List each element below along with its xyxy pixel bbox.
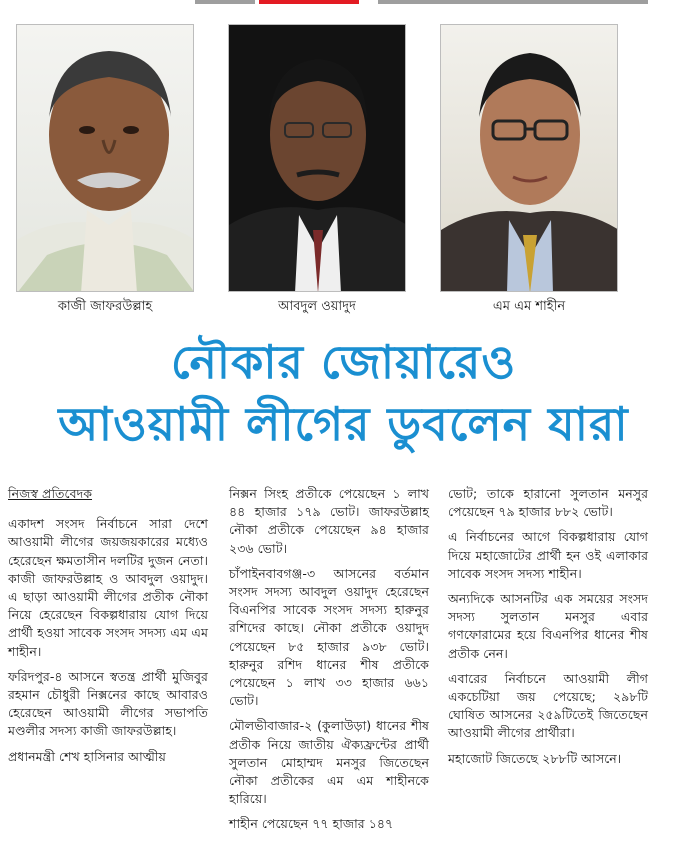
paragraph: ফরিদপুর-৪ আসনে স্বতন্ত্র প্রার্থী মুজিবুর রহমান চৌধুরী নিক্সনের কাছে আবারও হেরেছেন আওয়ামী লীগের সভাপতি মণ্ডলীর সদস্য কাজী জাফরউল্লাহ।: [8, 668, 208, 739]
paragraph: এবারের নির্বাচনে আওয়ামী লীগ একচেটিয়া জয় পেয়েছে; ২৯৮টি ঘোষিত আসনের ২৫৯টিতেই জিতেছেন আওয়ামী লীগের প্রার্থীরা।: [448, 670, 648, 741]
article-column-3: [448, 485, 648, 775]
article-column-2: [229, 485, 429, 841]
article-column-1: [8, 485, 208, 773]
paragraph: ভোট; তাকে হারানো সুলতান মনসুর পেয়েছেন ৭৯ হাজার ৮৮২ ভোট।: [448, 486, 648, 520]
portrait-mm-shahin: [440, 24, 618, 292]
paragraph: প্রধানমন্ত্রী শেখ হাসিনার আত্মীয়: [8, 748, 166, 764]
paragraph: মহাজোট জিতেছে ২৮৮টি আসনে।: [448, 750, 622, 766]
top-rule-gray-left: [195, 0, 255, 4]
paragraph: নিক্সন সিংহ প্রতীকে পেয়েছেন ১ লাখ ৪৪ হাজার ১৭৯ ভোট। জাফরউল্লাহ নৌকা প্রতীকে পেয়েছেন ৯৪ হাজার ২৩৬ ভোট।: [229, 486, 429, 556]
headline-line-2: আওয়ামী লীগের ডুবলেন যারা: [58, 397, 629, 451]
portrait-kazi-zafarullah: [16, 24, 194, 292]
caption-abdul-wadud: আবদুল ওয়াদুদ: [278, 299, 356, 314]
portrait-abdul-wadud: [228, 24, 406, 292]
paragraph: মৌলভীবাজার-২ (কুলাউড়া) ধানের শীষ প্রতীক নিয়ে জাতীয় ঐক্যফ্রন্টের প্রার্থী সুলতান মোহাম্মদ মনসুর জিতেছেন নৌকা প্রতীকের এম এম শাহীনকে হারিয়ে।: [229, 718, 429, 807]
paragraph: একাদশ সংসদ নির্বাচনে সারা দেশে আওয়ামী লীগের জয়জয়কারের মধ্যেও হেরেছেন ক্ষমতাসীন দলটির দুজন নেতা। কাজী জাফরউল্লাহ ও আবদুল ওয়াদুদ। এ ছাড়া আওয়ামী লীগের প্রতীক নৌকা নিয়ে হেরেছেন বিকল্পধারায় যোগ দিয়ে প্রার্থী হওয়া সাবেক সংসদ সদস্য এম এম শাহীন।: [8, 516, 208, 659]
paragraph: শাহীন পেয়েছেন ৭৭ হাজার ১৪৭: [229, 816, 394, 832]
paragraph: এ নির্বাচনের আগে বিকল্পধারায় যোগ দিয়ে মহাজোটের প্রার্থী হন ওই এলাকার সাবেক সংসদ সদস্য শাহীন।: [448, 529, 648, 581]
paragraph: অন্যদিকে আসনটির এক সময়ের সংসদ সদস্য সুলতান মনসুর এবার গণফোরামের হয়ে বিএনপির ধানের শীষ প্রতীক নেন।: [448, 591, 648, 661]
caption-mm-shahin: এম এম শাহীন: [492, 299, 566, 314]
paragraph: চাঁপাইনবাবগঞ্জ-৩ আসনের বর্তমান সংসদ সদস্য আবদুল ওয়াদুদ হেরেছেন বিএনপির সাবেক সংসদ সদস্য হারুনুর রশিদের কাছে। নৌকা প্রতীকে ওয়াদুদ পেয়েছেন ৮৫ হাজার ৯৩৮ ভোট। হারুনুর রশিদ ধানের শীষ প্রতীকে পেয়েছেন ১ লাখ ৩৩ হাজার ৬৬১ ভোট।: [229, 565, 429, 709]
top-rule-red: [259, 0, 359, 4]
top-rule-gray-right: [378, 0, 648, 4]
byline: নিজস্ব প্রতিবেদক: [8, 486, 93, 501]
headline-line-1: নৌকার জোয়ারেও: [170, 335, 517, 389]
caption-kazi-zafarullah: কাজী জাফরউল্লাহ: [57, 299, 153, 314]
